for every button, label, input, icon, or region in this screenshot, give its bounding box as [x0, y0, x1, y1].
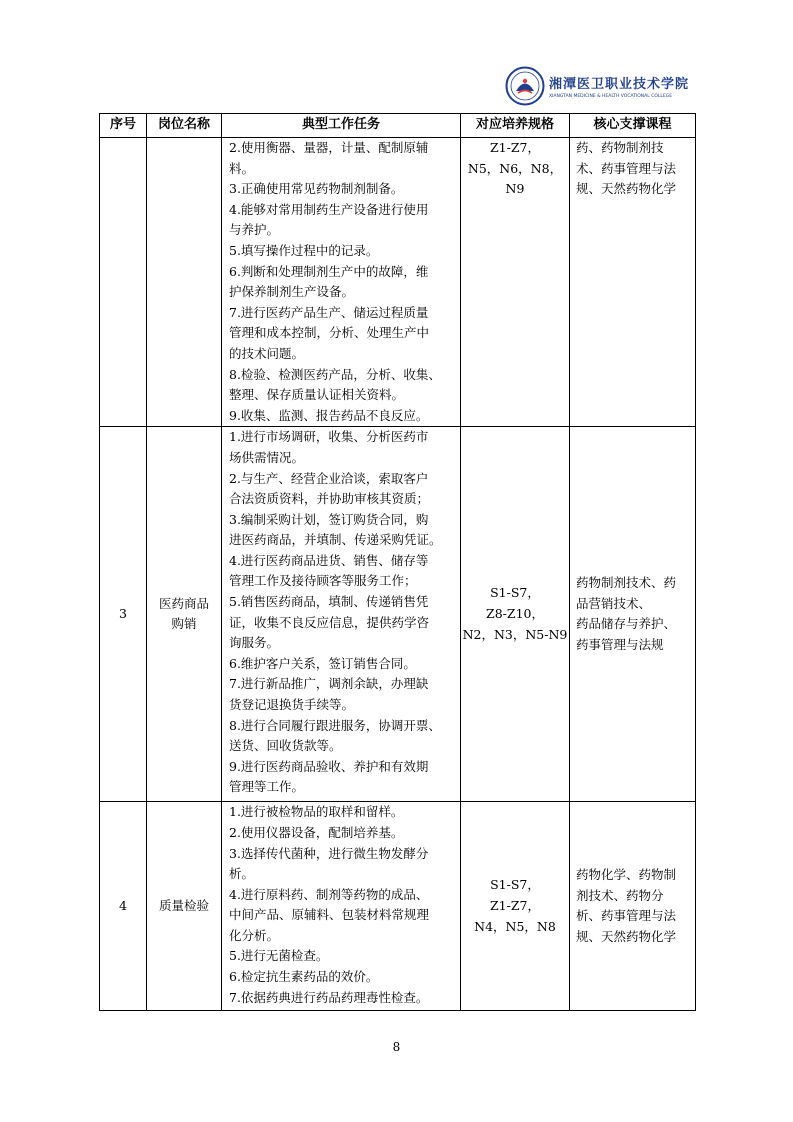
- course-line: 析、药事管理与法: [576, 908, 677, 924]
- course-line: 药事管理与法规: [576, 636, 664, 652]
- task-line: 析。: [229, 866, 255, 882]
- position-name-line: 医药商品: [158, 595, 209, 611]
- task-line: 合法资质资料，并协助审核其资质；: [229, 491, 430, 507]
- task-line: 3.选择传代菌种，进行微生物发酵分: [229, 845, 429, 861]
- course-line: 药、药物制剂技: [576, 140, 664, 155]
- typical-tasks: [222, 138, 461, 427]
- course-line: 药物制剂技术、药: [576, 575, 677, 591]
- task-line: 护保养制剂生产设备。: [229, 284, 355, 300]
- college-logo: [505, 64, 695, 108]
- task-line: 8.进行合同履行跟进服务，协调开票、: [229, 717, 441, 733]
- task-line: 的技术问题。: [229, 345, 305, 361]
- standard-line: N5，N6，N8，: [467, 160, 563, 176]
- task-line: 进医药商品，并填制、传递采购凭证。: [229, 532, 442, 548]
- standard-line: N2，N3，N5-N9: [462, 626, 568, 642]
- position-name-line: 购销: [171, 616, 197, 632]
- training-standards: [461, 138, 570, 427]
- position-name: [147, 427, 222, 802]
- college-name-en: XIANGTAN MEDICINE & HEALTH VOCATIONAL COLLEGE: [549, 94, 673, 99]
- table-row: [100, 802, 696, 1011]
- typical-tasks: [222, 427, 461, 802]
- standard-line: Z1-Z7，: [489, 140, 540, 155]
- task-line: 6.判断和处理制剂生产中的故障，维: [229, 263, 429, 279]
- task-line: 7.依据药典进行药品药理毒性检查。: [229, 989, 429, 1005]
- college-name-cn: 湘潭医卫职业技术学院: [549, 77, 690, 92]
- core-courses: [570, 427, 696, 802]
- standard-line: Z8-Z10，: [486, 606, 544, 622]
- task-line: 场供需情况。: [229, 449, 305, 465]
- column-header-tasks: 典型工作任务: [222, 114, 461, 138]
- task-line: 9.进行医药商品验收、养护和有效期: [229, 758, 429, 774]
- task-line: 4.进行医药商品进货、销售、储存等: [229, 552, 429, 568]
- standard-line: S1-S7，: [490, 585, 540, 601]
- course-line: 术、药事管理与法: [576, 160, 677, 176]
- task-line: 整理、保存质量认证相关资料。: [229, 387, 405, 403]
- task-line: 5.进行无菌检查。: [229, 948, 329, 964]
- task-line: 7.进行新品推广，调剂余缺，办理缺: [229, 676, 429, 692]
- course-line: 药物化学、药物制: [576, 867, 677, 883]
- task-line: 管理工作及接待顾客等服务工作；: [229, 573, 417, 589]
- row-number: [100, 138, 147, 427]
- task-line: 9.收集、监测、报告药品不良反应。: [229, 407, 429, 423]
- course-line: 品营销技术、: [576, 595, 652, 611]
- job-task-table: [99, 113, 696, 1011]
- college-emblem-icon: [505, 66, 545, 106]
- position-name: [147, 802, 222, 1011]
- page-number: 8: [392, 1040, 401, 1054]
- standard-line: N4，N5，N8: [474, 918, 556, 934]
- task-line: 送货、回收货款等。: [229, 738, 342, 754]
- standard-line: N9: [505, 181, 525, 197]
- table-header-row: [100, 114, 696, 138]
- task-line: 3.正确使用常见药物制剂制备。: [229, 181, 404, 197]
- task-line: 2.使用衡器、量器，计量、配制原辅: [229, 140, 429, 155]
- task-line: 化分析。: [229, 927, 280, 943]
- table-row: [100, 427, 696, 802]
- column-header-standards: 对应培养规格: [461, 114, 570, 138]
- task-line: 1.进行被检物品的取样和留样。: [229, 804, 404, 820]
- training-standards: [461, 427, 570, 802]
- task-line: 货登记退换货手续等。: [229, 697, 355, 713]
- task-line: 6.维护客户关系，签订销售合同。: [229, 655, 416, 671]
- task-line: 3.编制采购计划，签订购货合同，购: [229, 511, 429, 527]
- task-line: 1.进行市场调研，收集、分析医药市: [229, 429, 429, 445]
- position-name: [147, 138, 222, 427]
- row-number: 3: [100, 427, 147, 802]
- training-standards: [461, 802, 570, 1011]
- course-line: 规、天然药物化学: [576, 181, 677, 197]
- course-line: 规、天然药物化学: [576, 928, 677, 944]
- core-courses: [570, 802, 696, 1011]
- standard-line: Z1-Z7，: [489, 898, 540, 914]
- course-line: 药品储存与养护、: [576, 616, 677, 632]
- task-line: 4.进行原料药、制剂等药物的成品、: [229, 886, 429, 902]
- table-row: [100, 138, 696, 427]
- column-header-num: 序号: [100, 114, 147, 138]
- task-line: 中间产品、原辅料、包装材料常规理: [229, 907, 430, 923]
- core-courses: [570, 138, 696, 427]
- task-line: 6.检定抗生素药品的效价。: [229, 969, 379, 985]
- task-line: 询服务。: [229, 635, 280, 651]
- column-header-courses: 核心支撑课程: [570, 114, 696, 138]
- task-line: 管理和成本控制，分析、处理生产中: [229, 325, 430, 341]
- task-line: 4.能够对常用制药生产设备进行使用: [229, 201, 429, 217]
- task-line: 8.检验、检测医药产品，分析、收集、: [229, 366, 441, 382]
- task-line: 证，收集不良反应信息，提供药学咨: [229, 614, 430, 630]
- course-line: 剂技术、药物分: [576, 887, 664, 903]
- task-line: 管理等工作。: [229, 779, 305, 795]
- task-line: 2.使用仪器设备，配制培养基。: [229, 824, 404, 840]
- column-header-position: 岗位名称: [147, 114, 222, 138]
- task-line: 料。: [229, 160, 255, 176]
- row-number: 4: [100, 802, 147, 1011]
- task-line: 5.填写操作过程中的记录。: [229, 242, 379, 258]
- task-line: 5.销售医药商品，填制、传递销售凭: [229, 594, 429, 610]
- task-line: 2.与生产、经营企业洽谈，索取客户: [229, 470, 429, 486]
- task-line: 7.进行医药产品生产、储运过程质量: [229, 304, 429, 320]
- standard-line: S1-S7，: [490, 877, 540, 893]
- typical-tasks: [222, 802, 461, 1011]
- position-name-line: 质量检验: [158, 898, 209, 914]
- task-line: 与养护。: [229, 222, 280, 238]
